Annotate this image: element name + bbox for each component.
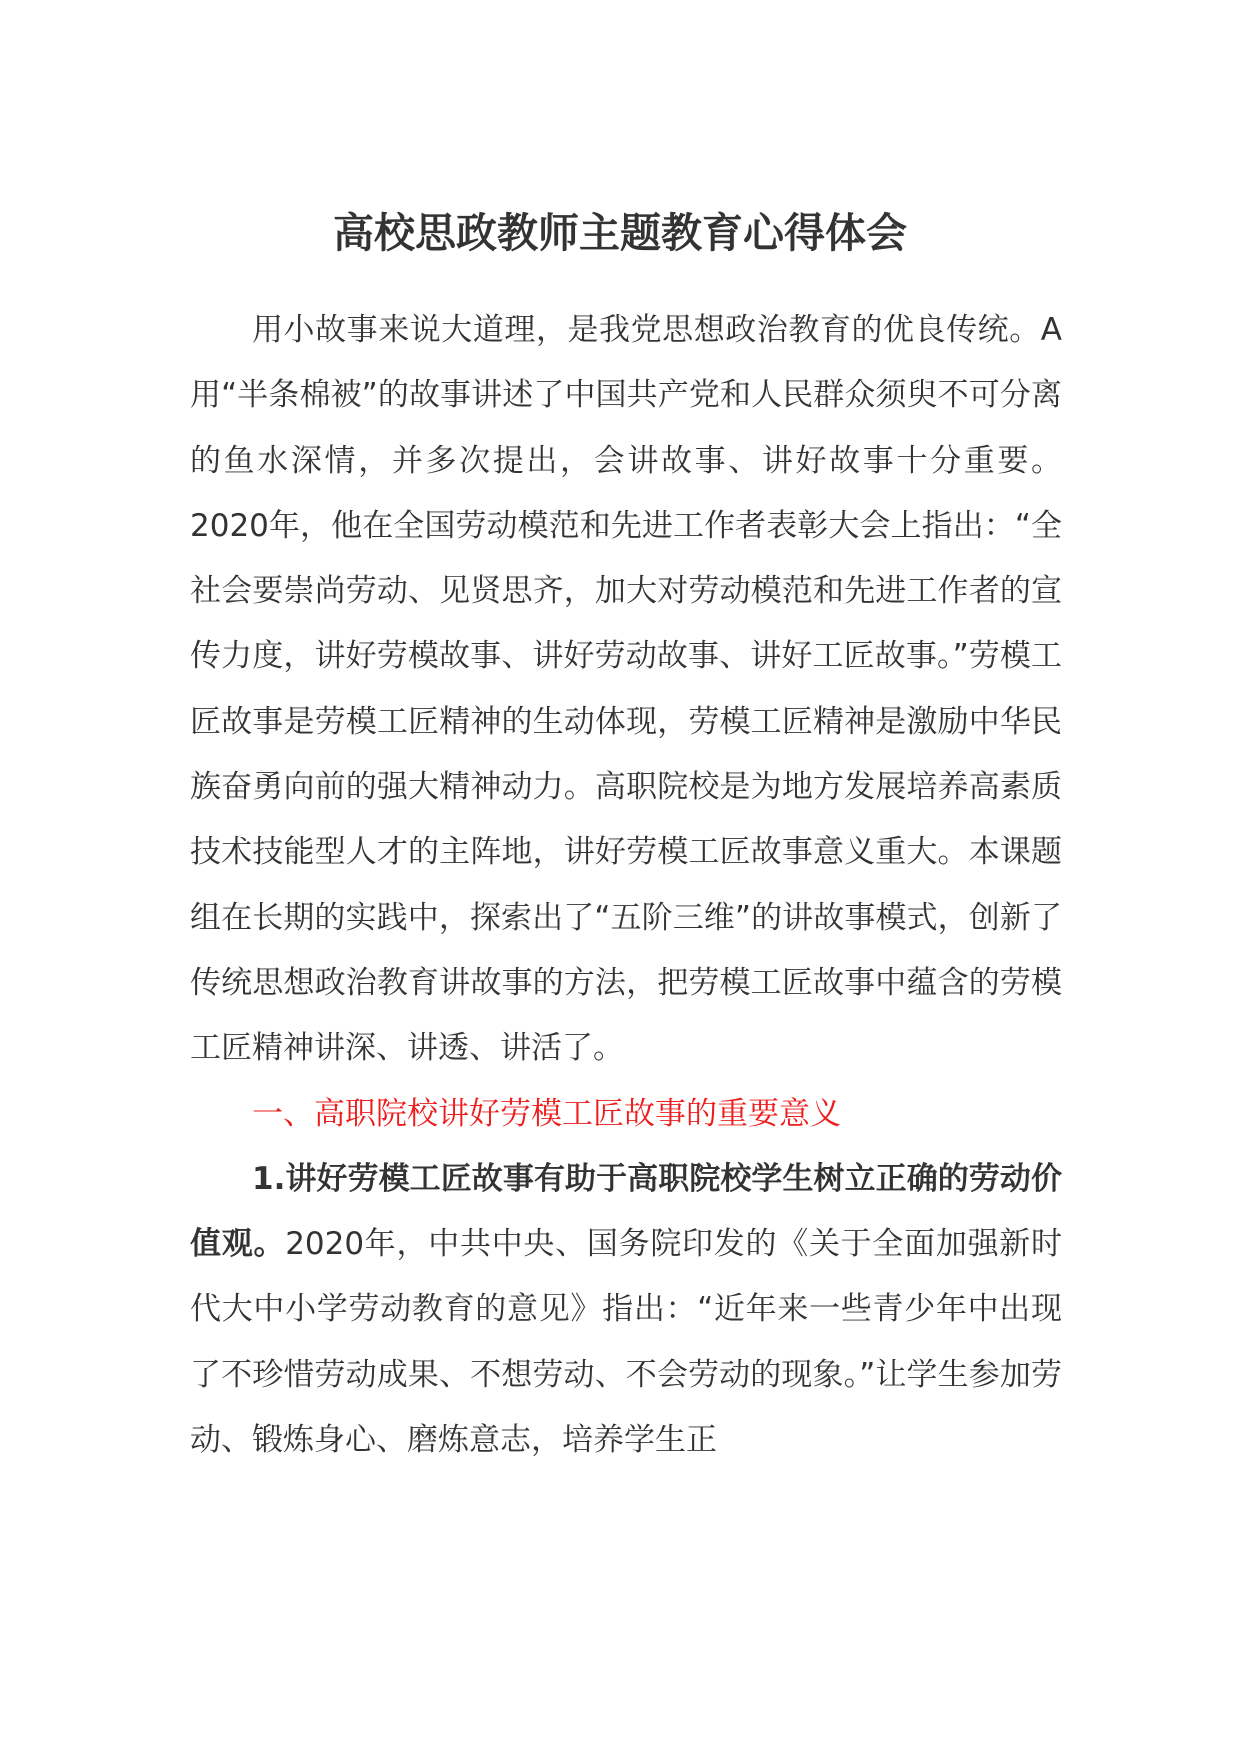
point-1-lead: 1.讲好劳模工匠故事有助于高职院校学生树立正确的劳动价值观。 <box>190 1160 1062 1263</box>
section-heading: 一、高职院校讲好劳模工匠故事的重要意义 <box>252 1095 841 1132</box>
point-1-text: 2020年，中共中央、国务院印发的《关于全面加强新时代大中小学劳动教育的意见》指出：“近年来一些青少年中出现了不珍惜劳动成果、不想劳动、不会劳动的现象。”让学生参加劳动、锻炼身心、磨炼意志，培养学生正 <box>190 1226 1063 1459</box>
document-title: 高校思政教师主题教育心得体会 <box>333 209 907 257</box>
point-1-paragraph <box>190 1147 1062 1473</box>
document-body <box>190 298 1062 1473</box>
intro-paragraph: 用小故事来说大道理，是我党思想政治教育的优良传统。A用“半条棉被”的故事讲述了中国共产党和人民群众须臾不可分离的鱼水深情，并多次提出，会讲故事、讲好故事十分重要。2020年，他在全国劳动模范和先进工作者表彰大会上指出：“全社会要崇尚劳动、见贤思齐，加大对劳动模范和先进工作者的宣传力度，讲好劳模故事、讲好劳动故事、讲好工匠故事。”劳模工匠故事是劳模工匠精神的生动体现，劳模工匠精神是激励中华民族奋勇向前的强大精神动力。高职院校是为地方发展培养高素质技术技能型人才的主阵地，讲好劳模工匠故事意义重大。本课题组在长期的实践中，探索出了“五阶三维”的讲故事模式，创新了传统思想政治教育讲故事的方法，把劳模工匠故事中蕴含的劳模工匠精神讲深、讲透、讲活了。 <box>190 312 1062 1067</box>
